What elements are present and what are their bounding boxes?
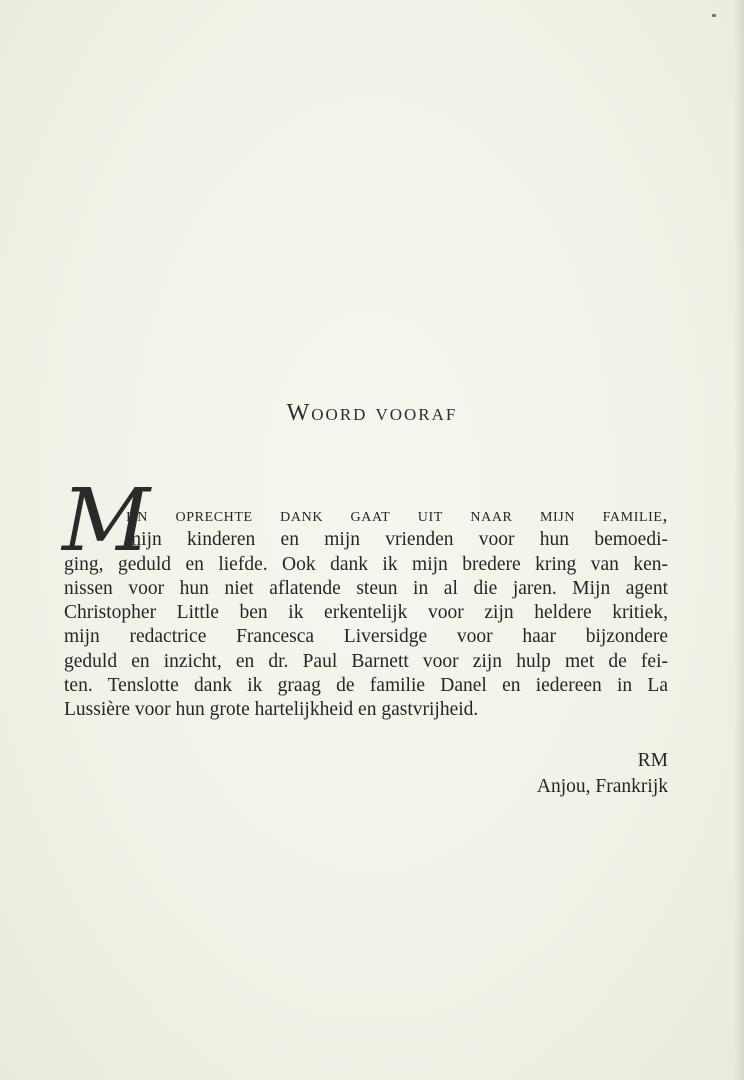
paragraph-line: Lussière voor hun grote hartelijkheid en gastvrijheid. [64,699,479,721]
paragraph-line: mijn kinderen en mijn vrienden voor hun bemoedi- [126,529,668,551]
paragraph-line: geduld en inzicht, en dr. Paul Barnett voor zijn hulp met de fei- [64,650,668,672]
paragraph-line: ten. Tenslotte dank ik graag de familie Danel en iedereen in La [64,675,668,697]
paragraph-line: mijn redactrice Francesca Liversidge voor haar bijzondere [64,626,668,648]
paragraph-line: Christopher Little ben ik erkentelijk voor zijn heldere kritiek, [64,602,668,624]
drop-cap: M [62,471,147,571]
page-edge-shadow [734,0,744,1080]
paragraph-line: nissen voor hun niet aflatende steun in al die jaren. Mijn agent [64,577,668,599]
foreword-paragraph [64,504,668,723]
signature-place: Anjou, Frankrijk [536,776,668,797]
paragraph-line: ijn oprechte dank gaat uit naar mijn familie, [126,505,668,526]
signature-initials: RM [637,750,668,771]
page-title: Woord vooraf [286,400,458,426]
scan-speck [712,14,716,17]
paragraph-line: ging, geduld en liefde. Ook dank ik mijn bredere kring van ken- [64,553,668,575]
signature-block [537,748,668,800]
